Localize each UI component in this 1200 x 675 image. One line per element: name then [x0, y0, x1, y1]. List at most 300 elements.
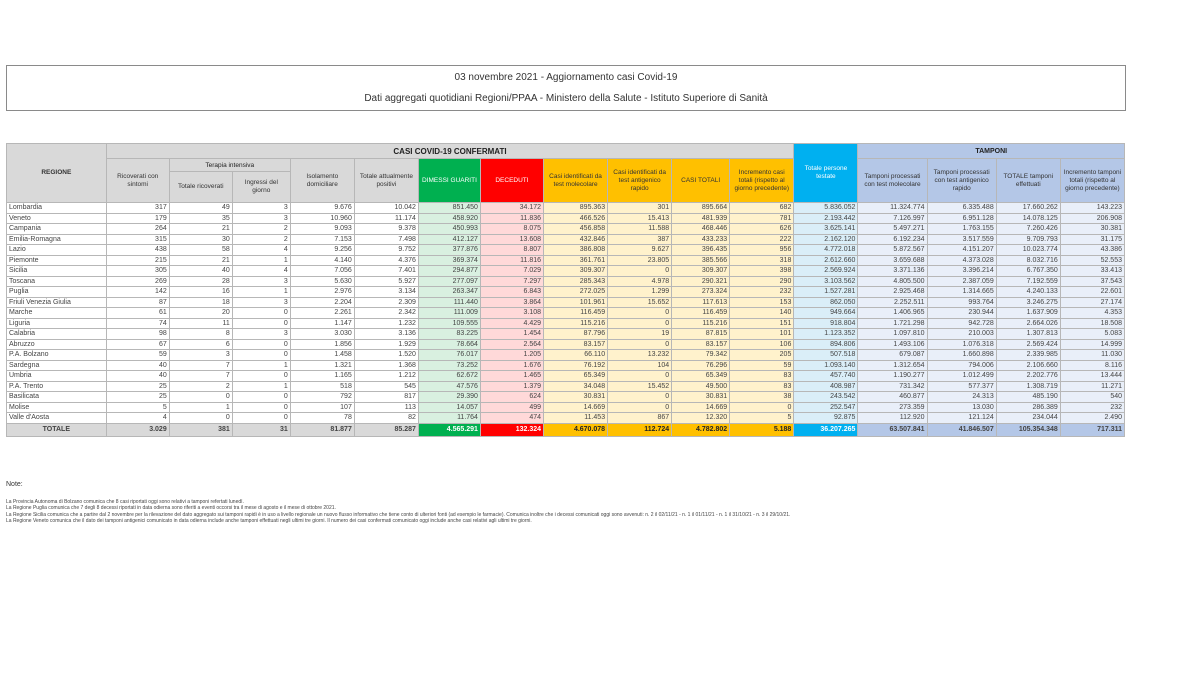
value-cell: 468.446	[672, 224, 730, 235]
region-name-cell: Marche	[7, 308, 107, 319]
value-cell: 4	[232, 245, 290, 256]
value-cell: 1.520	[354, 350, 418, 361]
value-cell: 11.588	[608, 224, 672, 235]
value-cell: 25	[106, 381, 169, 392]
value-cell: 29.390	[418, 392, 480, 403]
value-cell: 474	[480, 413, 543, 424]
value-cell: 0	[169, 392, 232, 403]
value-cell: 1.763.155	[927, 224, 996, 235]
value-cell: 4.782.802	[672, 423, 730, 436]
value-cell: 0	[608, 371, 672, 382]
value-cell: 7.260.426	[996, 224, 1060, 235]
value-cell: 7.126.997	[858, 213, 927, 224]
value-cell: 895.363	[544, 203, 608, 214]
value-cell: 1.527.281	[794, 287, 858, 298]
value-cell: 1	[232, 381, 290, 392]
table-row	[7, 360, 1125, 371]
value-cell: 83	[730, 371, 794, 382]
value-cell: 101	[730, 329, 794, 340]
value-cell: 3.517.559	[927, 234, 996, 245]
region-name-cell: Abruzzo	[7, 339, 107, 350]
value-cell: 215	[106, 255, 169, 266]
value-cell: 37.543	[1060, 276, 1124, 287]
value-cell: 277.097	[418, 276, 480, 287]
value-cell: 385.566	[672, 255, 730, 266]
value-cell: 87.815	[672, 329, 730, 340]
value-cell: 13.232	[608, 350, 672, 361]
table-row	[7, 287, 1125, 298]
header-incremento-casi: Incremento casi totali (rispetto al giorno precedente)	[730, 159, 794, 203]
value-cell: 1	[169, 402, 232, 413]
value-cell: 0	[169, 413, 232, 424]
value-cell: 82	[354, 413, 418, 424]
value-cell: 1.165	[290, 371, 354, 382]
value-cell: 438	[106, 245, 169, 256]
value-cell: 0	[232, 392, 290, 403]
value-cell: 2.339.985	[996, 350, 1060, 361]
header-regione: REGIONE	[7, 144, 107, 203]
covid-data-table	[6, 143, 1125, 437]
value-cell: 7.153	[290, 234, 354, 245]
value-cell: 11.271	[1060, 381, 1124, 392]
value-cell: 30.381	[1060, 224, 1124, 235]
value-cell: 111.009	[418, 308, 480, 319]
value-cell: 263.347	[418, 287, 480, 298]
value-cell: 731.342	[858, 381, 927, 392]
value-cell: 79.342	[672, 350, 730, 361]
value-cell: 4.772.018	[794, 245, 858, 256]
value-cell: 140	[730, 308, 794, 319]
table-row	[7, 297, 1125, 308]
value-cell: 2.569.424	[996, 339, 1060, 350]
value-cell: 63.507.841	[858, 423, 927, 436]
value-cell: 105.354.348	[996, 423, 1060, 436]
value-cell: 1.012.499	[927, 371, 996, 382]
value-cell: 942.728	[927, 318, 996, 329]
value-cell: 3.108	[480, 308, 543, 319]
table-row	[7, 318, 1125, 329]
value-cell: 851.450	[418, 203, 480, 214]
value-cell: 3.029	[106, 423, 169, 436]
value-cell: 98	[106, 329, 169, 340]
value-cell: 290	[730, 276, 794, 287]
value-cell: 315	[106, 234, 169, 245]
value-cell: 14.078.125	[996, 213, 1060, 224]
value-cell: 2.202.776	[996, 371, 1060, 382]
value-cell: 222	[730, 234, 794, 245]
region-name-cell: P.A. Trento	[7, 381, 107, 392]
value-cell: 92.875	[794, 413, 858, 424]
header-ricoverati: Ricoverati con sintomi	[106, 159, 169, 203]
value-cell: 41.846.507	[927, 423, 996, 436]
value-cell: 5.630	[290, 276, 354, 287]
value-cell: 286.389	[996, 402, 1060, 413]
value-cell: 2.162.120	[794, 234, 858, 245]
value-cell: 18	[169, 297, 232, 308]
value-cell: 31.175	[1060, 234, 1124, 245]
value-cell: 40	[106, 360, 169, 371]
value-cell: 4.376	[354, 255, 418, 266]
header-ingressi: Ingressi del giorno	[232, 172, 290, 203]
value-cell: 232	[1060, 402, 1124, 413]
value-cell: 11.453	[544, 413, 608, 424]
value-cell: 73.252	[418, 360, 480, 371]
value-cell: 1.307.813	[996, 329, 1060, 340]
table-row	[7, 392, 1125, 403]
value-cell: 61	[106, 308, 169, 319]
value-cell: 949.664	[794, 308, 858, 319]
value-cell: 273.359	[858, 402, 927, 413]
value-cell: 18.508	[1060, 318, 1124, 329]
value-cell: 112.920	[858, 413, 927, 424]
value-cell: 1.493.106	[858, 339, 927, 350]
value-cell: 6	[169, 339, 232, 350]
value-cell: 862.050	[794, 297, 858, 308]
header-persone-testate: Totale persone testate	[794, 144, 858, 203]
value-cell: 13.030	[927, 402, 996, 413]
value-cell: 6.767.350	[996, 266, 1060, 277]
value-cell: 4.373.028	[927, 255, 996, 266]
value-cell: 49.500	[672, 381, 730, 392]
value-cell: 19	[608, 329, 672, 340]
value-cell: 83.157	[544, 339, 608, 350]
value-cell: 6.951.128	[927, 213, 996, 224]
value-cell: 956	[730, 245, 794, 256]
header-totale-ricoverati: Totale ricoverati	[169, 172, 232, 203]
value-cell: 121.124	[927, 413, 996, 424]
value-cell: 1.190.277	[858, 371, 927, 382]
value-cell: 0	[232, 308, 290, 319]
value-cell: 4.978	[608, 276, 672, 287]
value-cell: 2.204	[290, 297, 354, 308]
value-cell: 6.192.234	[858, 234, 927, 245]
value-cell: 577.377	[927, 381, 996, 392]
value-cell: 507.518	[794, 350, 858, 361]
value-cell: 2.309	[354, 297, 418, 308]
value-cell: 9.709.793	[996, 234, 1060, 245]
region-name-cell: Piemonte	[7, 255, 107, 266]
value-cell: 1.314.665	[927, 287, 996, 298]
value-cell: 87.796	[544, 329, 608, 340]
value-cell: 67	[106, 339, 169, 350]
value-cell: 74	[106, 318, 169, 329]
region-name-cell: Lombardia	[7, 203, 107, 214]
value-cell: 867	[608, 413, 672, 424]
note-line: La Regione Veneto comunica che il dato dei tamponi antigenici comunicato in data odierna include anche tamponi effettuati negli ultimi tre giorni. Il numero dei casi confermati comunicato oggi include anche casi relativi agli ultimi tre giorni.	[6, 518, 532, 524]
table-row	[7, 371, 1125, 382]
value-cell: 81.877	[290, 423, 354, 436]
value-cell: 7	[169, 360, 232, 371]
value-cell: 4.565.291	[418, 423, 480, 436]
value-cell: 1.465	[480, 371, 543, 382]
value-cell: 62.672	[418, 371, 480, 382]
value-cell: 682	[730, 203, 794, 214]
value-cell: 4.140	[290, 255, 354, 266]
value-cell: 1.123.352	[794, 329, 858, 340]
region-name-cell: Emilia-Romagna	[7, 234, 107, 245]
value-cell: 0	[232, 339, 290, 350]
value-cell: 4	[106, 413, 169, 424]
value-cell: 1.076.318	[927, 339, 996, 350]
value-cell: 1	[232, 255, 290, 266]
value-cell: 466.526	[544, 213, 608, 224]
table-row	[7, 329, 1125, 340]
value-cell: 142	[106, 287, 169, 298]
value-cell: 112.724	[608, 423, 672, 436]
header-totale-tamponi: TOTALE tamponi effettuati	[996, 159, 1060, 203]
value-cell: 2	[169, 381, 232, 392]
value-cell: 361.761	[544, 255, 608, 266]
value-cell: 269	[106, 276, 169, 287]
region-name-cell: Calabria	[7, 329, 107, 340]
value-cell: 59	[730, 360, 794, 371]
table-row	[7, 339, 1125, 350]
value-cell: 9.752	[354, 245, 418, 256]
value-cell: 2.261	[290, 308, 354, 319]
value-cell: 993.764	[927, 297, 996, 308]
value-cell: 252.547	[794, 402, 858, 413]
value-cell: 24.313	[927, 392, 996, 403]
report-subtitle: Dati aggregati quotidiani Regioni/PPAA - Ministero della Salute - Istituto Superiore di Sanità	[364, 93, 768, 104]
value-cell: 7.056	[290, 266, 354, 277]
value-cell: 9.256	[290, 245, 354, 256]
value-cell: 499	[480, 402, 543, 413]
value-cell: 52.553	[1060, 255, 1124, 266]
value-cell: 0	[608, 308, 672, 319]
value-cell: 3.396.214	[927, 266, 996, 277]
value-cell: 456.858	[544, 224, 608, 235]
value-cell: 4	[232, 266, 290, 277]
table-row	[7, 245, 1125, 256]
value-cell: 2.664.026	[996, 318, 1060, 329]
value-cell: 3.864	[480, 297, 543, 308]
table-row	[7, 350, 1125, 361]
value-cell: 1.321	[290, 360, 354, 371]
value-cell: 4.353	[1060, 308, 1124, 319]
value-cell: 377.876	[418, 245, 480, 256]
value-cell: 11.030	[1060, 350, 1124, 361]
value-cell: 17.660.262	[996, 203, 1060, 214]
value-cell: 11.836	[480, 213, 543, 224]
value-cell: 10.042	[354, 203, 418, 214]
value-cell: 273.324	[672, 287, 730, 298]
value-cell: 14.669	[544, 402, 608, 413]
header-sub-row	[7, 159, 1125, 172]
value-cell: 717.311	[1060, 423, 1124, 436]
region-name-cell: Molise	[7, 402, 107, 413]
region-name-cell: Liguria	[7, 318, 107, 329]
header-casi-confermati: CASI COVID-19 CONFERMATI	[106, 144, 794, 159]
header-casi-antigenico: Casi identificati da test antigenico rapido	[608, 159, 672, 203]
value-cell: 0	[608, 402, 672, 413]
value-cell: 107	[290, 402, 354, 413]
value-cell: 1	[232, 360, 290, 371]
value-cell: 1.147	[290, 318, 354, 329]
region-name-cell: Valle d'Aosta	[7, 413, 107, 424]
value-cell: 432.846	[544, 234, 608, 245]
value-cell: 65.349	[672, 371, 730, 382]
value-cell: 481.939	[672, 213, 730, 224]
value-cell: 83.157	[672, 339, 730, 350]
region-name-cell: Toscana	[7, 276, 107, 287]
value-cell: 9.627	[608, 245, 672, 256]
value-cell: 1.458	[290, 350, 354, 361]
value-cell: 0	[608, 318, 672, 329]
value-cell: 2	[232, 234, 290, 245]
value-cell: 1.676	[480, 360, 543, 371]
value-cell: 318	[730, 255, 794, 266]
value-cell: 4.805.500	[858, 276, 927, 287]
value-cell: 9.676	[290, 203, 354, 214]
table-row	[7, 266, 1125, 277]
value-cell: 38	[730, 392, 794, 403]
value-cell: 11.324.774	[858, 203, 927, 214]
value-cell: 59	[106, 350, 169, 361]
value-cell: 894.806	[794, 339, 858, 350]
value-cell: 28	[169, 276, 232, 287]
value-cell: 8.116	[1060, 360, 1124, 371]
value-cell: 179	[106, 213, 169, 224]
header-band-row	[7, 144, 1125, 159]
value-cell: 817	[354, 392, 418, 403]
value-cell: 0	[232, 402, 290, 413]
value-cell: 305	[106, 266, 169, 277]
region-name-cell: Sardegna	[7, 360, 107, 371]
value-cell: 132.324	[480, 423, 543, 436]
value-cell: 2.925.468	[858, 287, 927, 298]
header-terapia-intensiva: Terapia intensiva	[169, 159, 290, 172]
value-cell: 398	[730, 266, 794, 277]
value-cell: 5	[730, 413, 794, 424]
value-cell: 106	[730, 339, 794, 350]
value-cell: 27.174	[1060, 297, 1124, 308]
value-cell: 85.287	[354, 423, 418, 436]
value-cell: 1.299	[608, 287, 672, 298]
value-cell: 0	[608, 266, 672, 277]
notes-label: Note:	[6, 481, 23, 488]
value-cell: 433.233	[672, 234, 730, 245]
value-cell: 460.877	[858, 392, 927, 403]
value-cell: 13.608	[480, 234, 543, 245]
table-row	[7, 308, 1125, 319]
value-cell: 2.569.924	[794, 266, 858, 277]
value-cell: 116.459	[544, 308, 608, 319]
value-cell: 895.664	[672, 203, 730, 214]
value-cell: 290.321	[672, 276, 730, 287]
table-row	[7, 224, 1125, 235]
value-cell: 5.083	[1060, 329, 1124, 340]
value-cell: 2.193.442	[794, 213, 858, 224]
region-name-cell: Puglia	[7, 287, 107, 298]
note-line: La Regione Sicilia comunica che a partire dal 2 novembre per la rilevazione del dato aggregato sui tamponi rapidi è in uso a livello regionale un nuovo flusso informativo che tiene conto di ulteriori fonti (ad esempio le farmacie). Comunica inoltre che i decessi comunicati oggi sono avvenuti: n. 2 il 02/11/21 - n. 1 il 01/11/21 - n. 1 il 31/10/21 - n. 3 il 29/10/21.	[6, 511, 791, 518]
value-cell: 101.961	[544, 297, 608, 308]
region-name-cell: Lazio	[7, 245, 107, 256]
value-cell: 20	[169, 308, 232, 319]
value-cell: 1.929	[354, 339, 418, 350]
value-cell: 14.669	[672, 402, 730, 413]
table-row	[7, 413, 1125, 424]
value-cell: 8.075	[480, 224, 543, 235]
value-cell: 3.625.141	[794, 224, 858, 235]
value-cell: 76.296	[672, 360, 730, 371]
value-cell: 8	[169, 329, 232, 340]
value-cell: 15.413	[608, 213, 672, 224]
value-cell: 3.030	[290, 329, 354, 340]
value-cell: 5.927	[354, 276, 418, 287]
value-cell: 6.335.488	[927, 203, 996, 214]
value-cell: 7	[169, 371, 232, 382]
value-cell: 2.387.059	[927, 276, 996, 287]
report-title: 03 novembre 2021 - Aggiornamento casi Covid-19	[454, 72, 678, 83]
value-cell: 21	[169, 224, 232, 235]
value-cell: 4.429	[480, 318, 543, 329]
value-cell: 1.205	[480, 350, 543, 361]
value-cell: 11.816	[480, 255, 543, 266]
value-cell: 1.312.654	[858, 360, 927, 371]
value-cell: 272.025	[544, 287, 608, 298]
table-row	[7, 213, 1125, 224]
value-cell: 458.920	[418, 213, 480, 224]
value-cell: 3	[232, 203, 290, 214]
value-cell: 7.297	[480, 276, 543, 287]
value-cell: 10.960	[290, 213, 354, 224]
value-cell: 3	[169, 350, 232, 361]
value-cell: 485.190	[996, 392, 1060, 403]
value-cell: 31	[232, 423, 290, 436]
value-cell: 1.368	[354, 360, 418, 371]
value-cell: 4.240.133	[996, 287, 1060, 298]
region-name-cell: Friuli Venezia Giulia	[7, 297, 107, 308]
value-cell: 412.127	[418, 234, 480, 245]
value-cell: 624	[480, 392, 543, 403]
value-cell: 1.721.298	[858, 318, 927, 329]
value-cell: 1.308.719	[996, 381, 1060, 392]
header-tamponi: TAMPONI	[858, 144, 1125, 159]
value-cell: 1	[232, 287, 290, 298]
table-row	[7, 402, 1125, 413]
value-cell: 1.406.965	[858, 308, 927, 319]
table-row	[7, 381, 1125, 392]
value-cell: 1.856	[290, 339, 354, 350]
value-cell: 3.134	[354, 287, 418, 298]
value-cell: 117.613	[672, 297, 730, 308]
header-casi-totali: CASI TOTALI	[672, 159, 730, 203]
header-incremento-tamponi: Incremento tamponi totali (rispetto al giorno precedente)	[1060, 159, 1124, 203]
value-cell: 309.307	[544, 266, 608, 277]
value-cell: 78.664	[418, 339, 480, 350]
value-cell: 0	[232, 413, 290, 424]
table-row	[7, 255, 1125, 266]
value-cell: 8.032.716	[996, 255, 1060, 266]
header-deceduti: DECEDUTI	[480, 159, 543, 203]
value-cell: 116.459	[672, 308, 730, 319]
value-cell: 9.093	[290, 224, 354, 235]
value-cell: 230.944	[927, 308, 996, 319]
value-cell: 4.151.207	[927, 245, 996, 256]
value-cell: 792	[290, 392, 354, 403]
value-cell: 12.320	[672, 413, 730, 424]
value-cell: 0	[232, 350, 290, 361]
header-isolamento: Isolamento domiciliare	[290, 159, 354, 203]
value-cell: 22.601	[1060, 287, 1124, 298]
value-cell: 243.542	[794, 392, 858, 403]
value-cell: 3	[232, 329, 290, 340]
value-cell: 35	[169, 213, 232, 224]
value-cell: 2.342	[354, 308, 418, 319]
value-cell: 30.831	[544, 392, 608, 403]
region-name-cell: TOTALE	[7, 423, 107, 436]
region-name-cell: Sicilia	[7, 266, 107, 277]
